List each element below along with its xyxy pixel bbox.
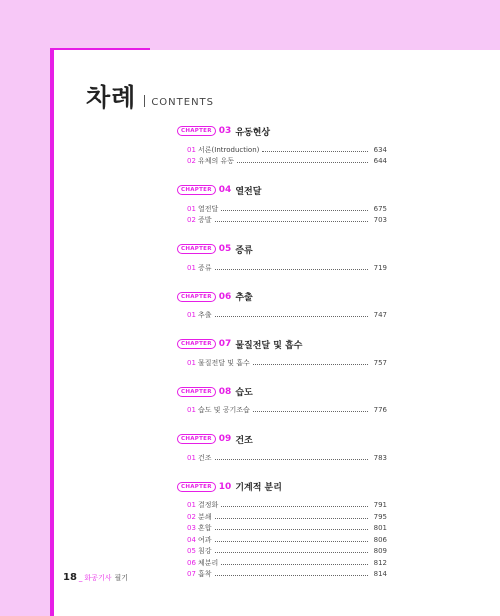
dot-leader <box>215 269 368 270</box>
dot-leader <box>253 364 368 365</box>
footer-separator: _ <box>78 574 83 582</box>
entry-page: 791 <box>373 501 387 510</box>
entry-number: 06 <box>187 558 196 567</box>
entry-number: 01 <box>187 145 196 154</box>
entry-number: 05 <box>187 547 196 556</box>
entry-title: 혼합 <box>198 524 212 533</box>
entry-page: 795 <box>373 512 387 521</box>
entry-number: 01 <box>187 453 196 462</box>
dot-leader <box>221 210 368 211</box>
entry-number: 07 <box>187 570 196 579</box>
book-name: 화공기사 <box>84 574 112 582</box>
entry-page: 801 <box>373 524 387 533</box>
chapter-number: 10 <box>218 481 232 492</box>
chapter-badge: CHAPTER <box>177 387 216 397</box>
toc-entry[interactable] <box>177 569 387 581</box>
entry-title: 체분리 <box>198 558 219 567</box>
entry-number: 03 <box>187 524 196 533</box>
dot-leader <box>215 552 368 553</box>
entry-page: 809 <box>373 547 387 556</box>
chapter-section <box>177 288 387 322</box>
entry-title: 서론(Introduction) <box>198 145 260 154</box>
toc-entry[interactable] <box>177 511 387 523</box>
chapter-heading[interactable] <box>177 383 387 401</box>
chapter-number: 05 <box>218 244 232 254</box>
toc-entry[interactable] <box>177 144 387 156</box>
chapter-badge: CHAPTER <box>177 339 216 349</box>
entry-page: 776 <box>373 406 387 415</box>
entry-page: 644 <box>373 157 387 166</box>
left-accent-bar <box>50 48 54 616</box>
chapter-heading[interactable] <box>177 288 387 306</box>
dot-leader <box>253 411 368 412</box>
entry-number: 02 <box>187 157 196 166</box>
entry-page: 719 <box>373 263 387 272</box>
chapter-heading[interactable] <box>177 240 387 258</box>
chapter-title: 물질전달 및 흡수 <box>235 340 303 351</box>
chapter-title: 건조 <box>235 435 253 446</box>
entry-title: 물질전달 및 흡수 <box>198 358 250 367</box>
chapter-title: 추출 <box>235 293 253 303</box>
dot-leader <box>215 575 368 576</box>
toc-entry[interactable] <box>177 310 387 322</box>
chapter-number: 09 <box>218 434 232 444</box>
entry-title: 침강 <box>198 547 212 556</box>
entry-title: 증발 <box>198 216 212 225</box>
entry-title: 결정화 <box>198 501 219 510</box>
entry-number: 04 <box>187 535 196 544</box>
entry-page: 783 <box>373 453 387 462</box>
dot-leader <box>221 506 368 507</box>
entry-page: 757 <box>373 358 387 367</box>
chapter-badge: CHAPTER <box>177 185 216 195</box>
chapter-number: 06 <box>218 291 232 302</box>
entry-title: 흡착 <box>198 570 212 579</box>
chapter-heading[interactable] <box>177 430 387 448</box>
chapter-number: 07 <box>218 339 232 349</box>
title-korean: 차례 <box>86 83 137 112</box>
entry-number: 01 <box>187 358 196 367</box>
toc-entry[interactable] <box>177 203 387 215</box>
entry-title: 열전달 <box>198 204 219 213</box>
toc-entry[interactable] <box>177 534 387 546</box>
entry-number: 01 <box>187 501 196 510</box>
chapter-badge: CHAPTER <box>177 482 216 492</box>
dot-leader <box>221 564 368 565</box>
chapter-heading[interactable] <box>177 122 387 140</box>
entry-page: 675 <box>373 204 387 213</box>
toc-entry[interactable] <box>177 452 387 464</box>
chapter-heading[interactable] <box>177 335 387 353</box>
toc-entry[interactable] <box>177 262 387 274</box>
entry-number: 01 <box>187 406 196 415</box>
chapter-section <box>177 430 387 464</box>
entry-title: 분쇄 <box>198 512 212 521</box>
entry-number: 01 <box>187 311 196 320</box>
page-number: 18 <box>63 572 77 583</box>
chapter-section <box>177 122 387 167</box>
entry-number: 02 <box>187 512 196 521</box>
dot-leader <box>262 151 368 152</box>
page-footer <box>63 572 128 583</box>
toc-entry[interactable] <box>177 546 387 558</box>
entry-title: 유체의 유동 <box>198 157 235 166</box>
entry-page: 634 <box>373 145 387 154</box>
entry-page: 703 <box>373 216 387 225</box>
entry-page: 814 <box>373 570 387 579</box>
dot-leader <box>215 459 368 460</box>
chapter-title: 유동현상 <box>235 127 271 138</box>
toc-entry[interactable] <box>177 557 387 569</box>
toc-entry[interactable] <box>177 156 387 168</box>
chapter-section <box>177 240 387 274</box>
dot-leader <box>215 316 368 317</box>
dot-leader <box>215 518 368 519</box>
entry-page: 806 <box>373 535 387 544</box>
chapter-number: 03 <box>218 126 232 136</box>
entry-page: 747 <box>373 311 387 320</box>
chapter-number: 04 <box>218 185 232 195</box>
chapter-heading[interactable] <box>177 181 387 199</box>
chapter-title: 열전달 <box>235 186 262 197</box>
table-of-contents <box>177 122 387 594</box>
chapter-section <box>177 181 387 226</box>
chapter-title: 습도 <box>235 388 253 398</box>
entry-title: 추출 <box>198 311 212 320</box>
dot-leader <box>237 162 368 163</box>
toc-entry[interactable] <box>177 523 387 535</box>
book-section: 필기 <box>114 574 129 582</box>
chapter-badge: CHAPTER <box>177 244 216 254</box>
chapter-title: 기계적 분리 <box>235 483 282 493</box>
chapter-section <box>177 383 387 417</box>
dot-leader <box>215 541 368 542</box>
page-title <box>86 83 214 113</box>
toc-entry[interactable] <box>177 500 387 512</box>
entry-title: 여과 <box>198 535 212 544</box>
title-divider <box>144 95 145 107</box>
entry-number: 02 <box>187 216 196 225</box>
toc-entry[interactable] <box>177 405 387 417</box>
chapter-badge: CHAPTER <box>177 292 216 302</box>
chapter-badge: CHAPTER <box>177 126 216 136</box>
toc-entry[interactable] <box>177 215 387 227</box>
entry-title: 건조 <box>198 453 212 462</box>
chapter-section <box>177 335 387 369</box>
toc-entry[interactable] <box>177 357 387 369</box>
chapter-heading[interactable] <box>177 478 387 496</box>
chapter-section <box>177 478 387 581</box>
entry-title: 증류 <box>198 263 212 272</box>
entry-title: 습도 및 공기조습 <box>198 406 250 415</box>
title-english: CONTENTS <box>151 97 215 108</box>
chapter-number: 08 <box>218 386 232 397</box>
entry-number: 01 <box>187 204 196 213</box>
chapter-badge: CHAPTER <box>177 434 216 444</box>
dot-leader <box>215 221 368 222</box>
dot-leader <box>215 529 368 530</box>
entry-number: 01 <box>187 263 196 272</box>
chapter-title: 증류 <box>235 245 253 256</box>
entry-page: 812 <box>373 558 387 567</box>
